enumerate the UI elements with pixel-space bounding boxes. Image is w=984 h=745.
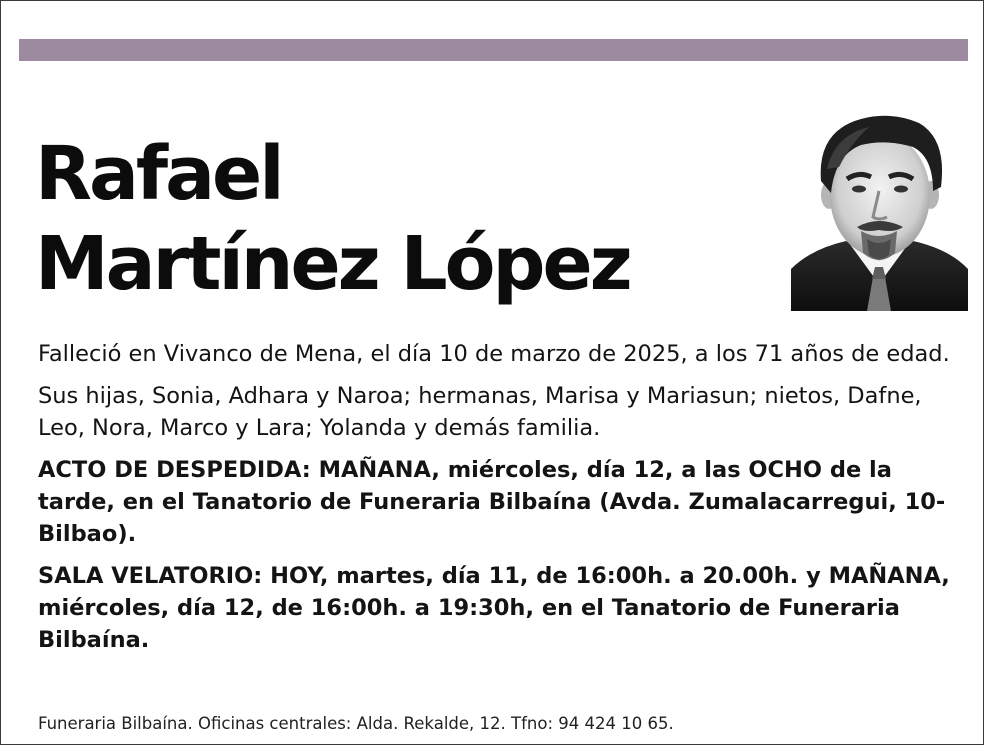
deceased-first-name: Rafael	[35, 131, 282, 217]
wake-room-schedule: SALA VELATORIO: HOY, martes, día 11, de 16:00h. a 20.00h. y MAÑANA, miércoles, día 12, de 16:00h. a 19:30h, en el Tanatorio de Funeraria Bilbaína.	[38, 563, 950, 653]
deceased-name	[35, 129, 775, 309]
funeral-home-footer: Funeraria Bilbaína. Oficinas centrales: Alda. Rekalde, 12. Tfno: 94 424 10 65.	[38, 714, 674, 733]
death-announcement: Falleció en Vivanco de Mena, el día 10 de marzo de 2025, a los 71 años de edad.	[38, 341, 950, 367]
portrait-photo-icon	[791, 109, 968, 311]
farewell-ceremony: ACTO DE DESPEDIDA: MAÑANA, miércoles, día 12, a las OCHO de la tarde, en el Tanatorio de Funeraria Bilbaína (Avda. Zumalacarregui, 10-Bilbao).	[38, 457, 946, 547]
portrait-photo	[791, 109, 968, 311]
obituary-body	[38, 338, 958, 666]
header-accent-bar	[19, 39, 968, 61]
family-members: Sus hijas, Sonia, Adhara y Naroa; hermanas, Marisa y Mariasun; nietos, Dafne, Leo, Nora, Marco y Lara; Yolanda y demás familia.	[38, 383, 922, 441]
deceased-surnames: Martínez López	[35, 221, 630, 307]
